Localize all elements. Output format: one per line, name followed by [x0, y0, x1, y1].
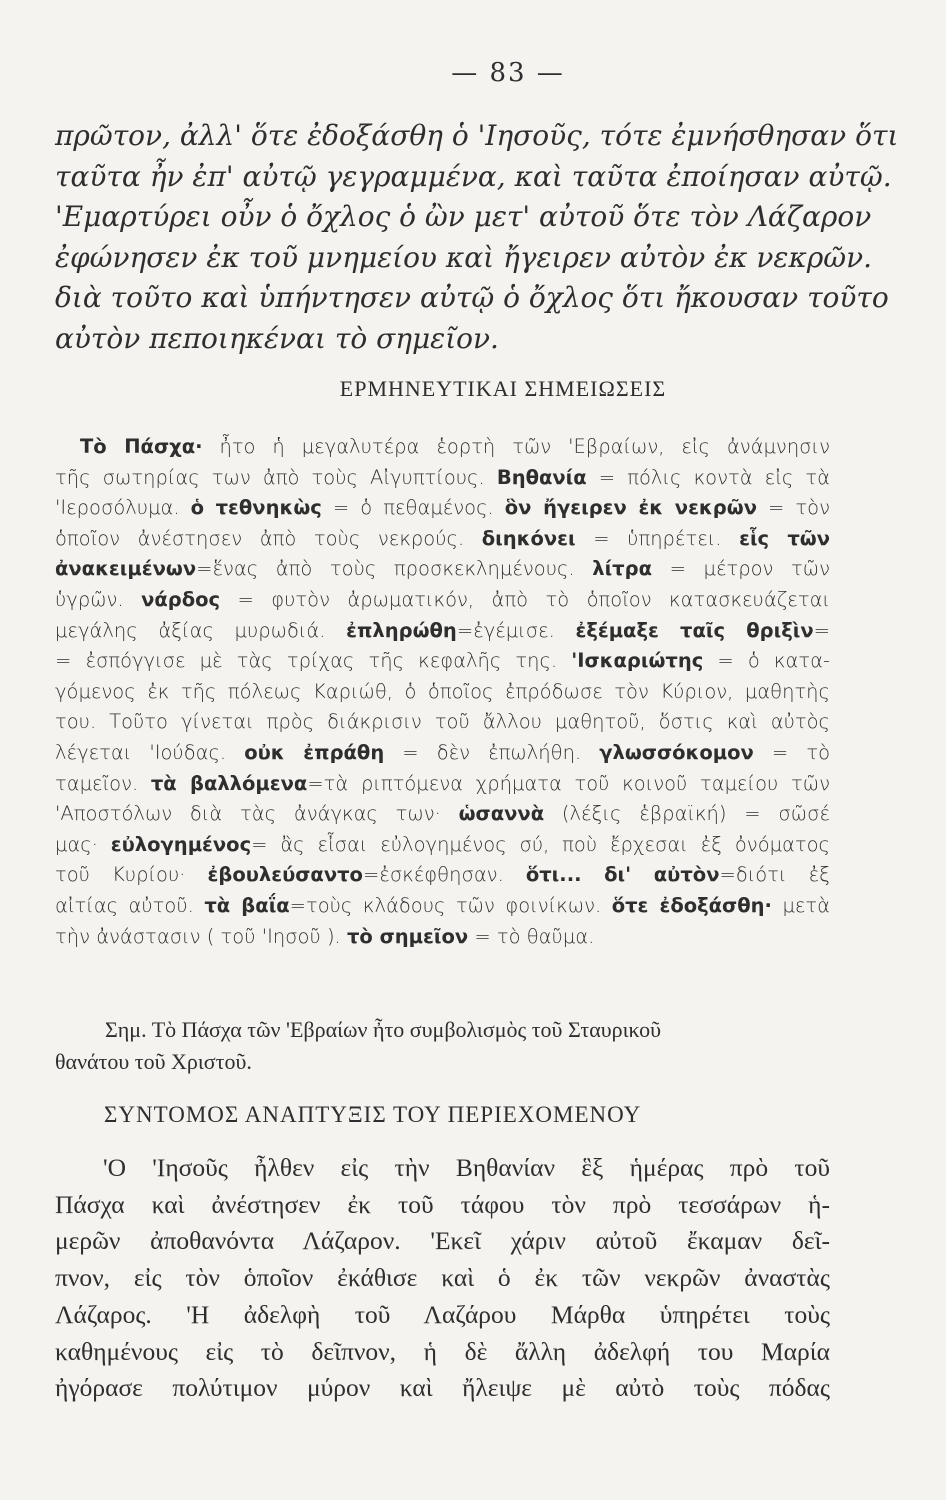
note-text: = δὲν ἐπωλήθη. [384, 740, 600, 764]
note-text: = μέτρον τῶν [651, 557, 830, 581]
text-line: ἐφώνησεν ἐκ τοῦ μνημείου καὶ ἤγειρεν αὐτὸν ἐκ νεκρῶν. [55, 240, 873, 274]
note-term: εὐλογημένος [110, 832, 252, 856]
note-term: γλωσσόκομον [599, 740, 754, 764]
note-term: ὃν ἤγειρεν ἐκ νεκρῶν [504, 496, 757, 520]
note-text: = ἐσπόγγισε μὲ τὰς τρίχας τῆς κεφαλῆς της. [55, 649, 572, 673]
note-text: =τὰ ριπτόμενα χρήματα τοῦ κοινοῦ ταμείου τῶν [307, 771, 830, 795]
text-line: καθημένους εἰς τὸ δεῖπνον, ἡ δὲ ἄλλη ἀδελφή του Μαρία [55, 1336, 830, 1366]
note-text: = φυτὸν ἀρωματικόν, ἀπὸ τὸ ὁποῖον κατασκευάζεται [220, 587, 830, 611]
note-term: ἐπληρώθη [346, 618, 457, 642]
page-number: — 83 — [451, 58, 565, 88]
note-term: Τὸ Πάσχα· [80, 435, 203, 458]
text-line: 'Ο 'Ιησοῦς ἦλθεν εἰς τὴν Βηθανίαν ἓξ ἡμέρας πρὸ τοῦ [103, 1153, 830, 1182]
note-text: = πόλις κοντὰ εἰς τὰ [586, 465, 830, 489]
note-line [55, 922, 830, 953]
note-text: = [813, 618, 830, 642]
note-text: = ὁ κατα- [703, 649, 830, 673]
note-text: μας· [55, 832, 111, 856]
note-text: =ἕνας ἀπὸ τοὺς προσκεκλημένους. [196, 557, 593, 581]
note-line [55, 799, 830, 830]
note-line [55, 554, 830, 585]
text-line: αὐτὸν πεποιηκέναι τὸ σημεῖον. [55, 321, 499, 355]
note-text: 'Αποστόλων διὰ τὰς ἀνάγκας των· [55, 802, 459, 826]
text-line: θανάτου τοῦ Χριστοῦ. [55, 1049, 252, 1074]
note-term: τὰ βαΐα [204, 893, 290, 917]
note-text: ταμεῖον. [55, 771, 151, 795]
note-line [55, 769, 830, 800]
note-line [55, 677, 830, 708]
note-term: ἐβουλεύσαντο [207, 863, 363, 887]
summary-text [55, 1150, 830, 1407]
note-text: =ἐγέμισε. [456, 618, 576, 642]
note-text: τὴν ἀνάστασιν ( τοῦ 'Ιησοῦ ). [55, 924, 347, 948]
note-term: Βηθανία [496, 465, 587, 489]
text-line: μερῶν ἀποθανόντα Λάζαρον. 'Εκεῖ χάριν αὐτοῦ ἔκαμαν δεῖ- [55, 1226, 830, 1256]
note-line [55, 707, 830, 738]
text-line: πρῶτον, ἀλλ' ὅτε ἐδοξάσθη ὁ 'Ιησοῦς, τότε ἐμνήσθησαν ὅτι [55, 119, 899, 152]
note-line [55, 830, 830, 861]
note-line [55, 616, 830, 647]
note-line [55, 493, 830, 524]
note-term: ὅτε ἐδοξάσθη· [611, 893, 772, 917]
note-text: =διότι ἐξ [719, 863, 831, 887]
text-line: 'Εμαρτύρει οὖν ὁ ὄχλος ὁ ὢν μετ' αὐτοῦ ὅτε τὸν Λάζαρον [55, 200, 872, 233]
note-term: λίτρα [592, 557, 652, 581]
note-line [55, 860, 830, 891]
note-line [55, 432, 830, 463]
note-text: ὁποῖον ἀνέστησεν ἀπὸ τοὺς νεκρούς. [55, 526, 482, 550]
note-term: τὸ σημεῖον [346, 924, 469, 948]
note-text: λέγεται 'Ιούδας. [55, 740, 245, 764]
note-text: = τὸ [753, 740, 830, 764]
note-text: τῆς σωτηρίας των ἀπὸ τοὺς Αἰγυπτίους. [55, 465, 497, 489]
note-term: ἀνακειμένων [55, 557, 197, 581]
note-term: ὡσαννὰ [458, 802, 545, 826]
text-line: Σημ. Τὸ Πάσχα τῶν 'Εβραίων ἦτο συμβολισμὸς τοῦ Σταυρικοῦ [105, 1017, 662, 1042]
note-text: = τὸ θαῦμα. [468, 924, 595, 948]
note-term: οὐκ ἐπράθη [244, 740, 385, 764]
text-line: Λάζαρος. 'Η ἀδελφὴ τοῦ Λαζάρου Μάρθα ὑπηρέτει τοὺς [55, 1299, 830, 1329]
note-line [55, 524, 830, 555]
note-term: τὰ βαλλόμενα [150, 771, 308, 795]
note-term: ὅτι... δι' αὐτὸν [525, 863, 720, 887]
text-line: ταῦτα ἦν ἐπ' αὐτῷ γεγραμμένα, καὶ ταῦτα ἐποίησαν αὐτῷ. [55, 159, 892, 193]
note-term: διηκόνει [481, 526, 576, 550]
remark [55, 1014, 830, 1078]
note-text: αἰτίας αὐτοῦ. [55, 893, 205, 917]
note-text: = ἂς εἶσαι εὐλογημένος σύ, ποὺ ἔρχεσαι ἐξ ὀνόματος [251, 832, 830, 856]
note-term: ἐξέμαξε ταῖς θριξὶν [575, 618, 814, 642]
note-line [55, 738, 830, 769]
note-text: = ὑπηρέτει. [575, 526, 740, 550]
note-text: 'Ιεροσόλυμα. [55, 496, 191, 520]
note-text: ὑγρῶν. [55, 587, 142, 611]
note-text: ἦτο ἡ μεγαλυτέρα ἑορτὴ τῶν 'Εβραίων, εἰς ἀνάμνησιν [202, 435, 830, 458]
text-line: πνον, εἰς τὸν ὁποῖον ἐκάθισε καὶ ὁ ἐκ τῶν νεκρῶν ἀναστὰς [55, 1263, 830, 1293]
explanatory-notes [55, 432, 830, 952]
note-line [55, 891, 830, 922]
notes-heading: ΕΡΜΗΝΕΥΤΙΚΑΙ ΣΗΜΕΙΩΣΕΙΣ [339, 376, 667, 401]
note-text: τοῦ Κυρίου· [55, 863, 208, 887]
note-line [55, 585, 830, 616]
note-term: 'Ισκαριώτης [571, 649, 704, 673]
note-term: εἷς τῶν [739, 526, 830, 550]
note-text: γόμενος ἐκ τῆς πόλεως Καριώθ, ὁ ὁποῖος ἐπρόδωσε τὸν Κύριον, μαθητὴς [55, 679, 830, 703]
note-term: ὁ τεθνηκὼς [190, 496, 322, 520]
gospel-text [55, 116, 899, 359]
note-text: μετὰ [771, 893, 830, 917]
note-text: (λέξις ἑβραϊκή) = σῶσέ [544, 802, 830, 826]
note-text: =ἐσκέφθησαν. [362, 863, 526, 887]
note-text: = ὁ πεθαμένος. [321, 496, 505, 520]
note-line [55, 463, 830, 494]
note-text: =τοὺς κλάδους τῶν φοινίκων. [289, 893, 612, 917]
summary-heading: ΣΥΝΤΟΜΟΣ ΑΝΑΠΤΥΞΙΣ ΤΟΥ ΠΕΡΙΕΧΟΜΕΝΟΥ [104, 1102, 642, 1127]
text-line: διὰ τοῦτο καὶ ὑπήντησεν αὐτῷ ὁ ὄχλος ὅτι ἤκουσαν τοῦτο [55, 281, 889, 314]
note-term: νάρδος [141, 587, 221, 611]
note-text: του. Τοῦτο γίνεται πρὸς διάκρισιν τοῦ ἄλλου μαθητοῦ, ὅστις καὶ αὐτὸς [55, 710, 830, 734]
text-line: ἠγόρασε πολύτιμον μύρον καὶ ἤλειψε μὲ αὐτὸ τοὺς πόδας [55, 1373, 830, 1403]
note-line [55, 646, 830, 677]
note-text: = τὸν [756, 496, 830, 520]
note-text: μεγάλης ἀξίας μυρωδιά. [55, 618, 347, 642]
text-line: Πάσχα καὶ ἀνέστησεν ἐκ τοῦ τάφου τὸν πρὸ τεσσάρων ἡ- [55, 1189, 830, 1219]
